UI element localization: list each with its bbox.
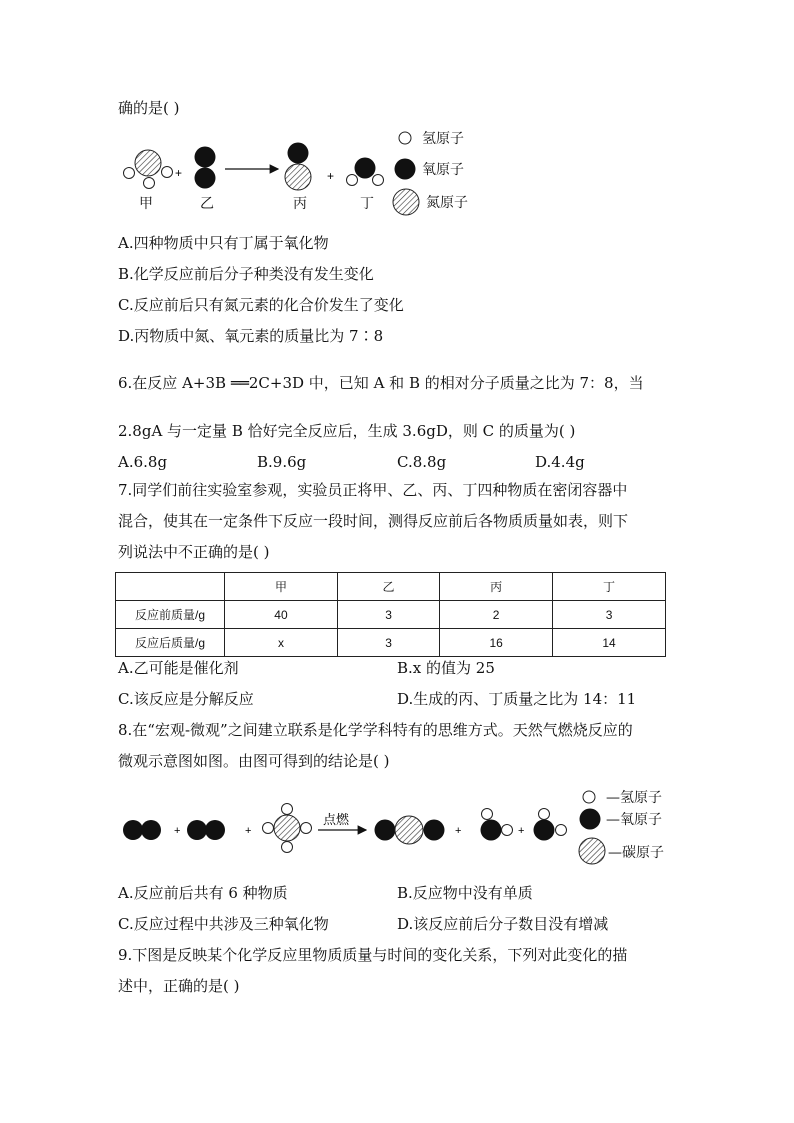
table-cell: x	[225, 629, 338, 657]
table-cell: 3	[337, 601, 439, 629]
methane-molecule-icon	[263, 804, 312, 853]
legend-oxygen: —氧原子	[606, 812, 662, 828]
legend-hydrogen: 氢原子	[422, 131, 464, 147]
water-molecule-icon	[481, 809, 513, 841]
label-jia: 甲	[139, 196, 153, 212]
q7-stem-line1: 7.同学们前往实验室参观，实验员正将甲、乙、丙、丁四种物质在密闭容器中	[118, 481, 628, 499]
label-bing: 丙	[293, 196, 307, 212]
legend-hydrogen: —氢原子	[606, 790, 662, 806]
q5-stem-tail: 确的是( )	[118, 99, 180, 117]
table-cell: 40	[225, 601, 338, 629]
label-yi: 乙	[200, 196, 214, 212]
water-molecule-icon	[534, 809, 567, 841]
q5-option-d: D.丙物质中氮、氧元素的质量比为 7∶8	[118, 327, 384, 345]
q5-option-c: C.反应前后只有氮元素的化合价发生了变化	[118, 296, 404, 314]
q8-option-d: D.该反应前后分子数目没有增减	[397, 915, 609, 933]
table-header-cell: 丙	[440, 573, 553, 601]
table-cell: 3	[553, 601, 666, 629]
q8-option-b: B.反应物中没有单质	[397, 884, 533, 902]
svg-text:+: +	[174, 825, 181, 837]
q6-stem-line2: 2.8gA 与一定量 B 恰好完全反应后，生成 3.6gD，则 C 的质量为( )	[118, 422, 576, 440]
q7-option-a: A.乙可能是催化剂	[118, 659, 239, 677]
q8-option-c: C.反应过程中共涉及三种氧化物	[118, 915, 329, 933]
reaction-condition: 点燃	[323, 813, 350, 828]
q6-option-d: D.4.4g	[535, 453, 585, 471]
table-cell: 3	[337, 629, 439, 657]
table-header-cell: 甲	[225, 573, 338, 601]
q8-option-a: A.反应前后共有 6 种物质	[118, 884, 288, 902]
q7-option-c: C.该反应是分解反应	[118, 690, 254, 708]
legend-oxygen: 氧原子	[422, 162, 464, 178]
q6-option-a: A.6.8g	[118, 453, 168, 471]
table-cell: 反应前质量/g	[116, 601, 225, 629]
legend-nitrogen: 氮原子	[426, 195, 468, 211]
oxygen-molecule-icon	[187, 820, 225, 840]
oxygen-molecule-icon	[123, 820, 161, 840]
oxygen-atom-icon	[580, 809, 601, 830]
q7-option-d: D.生成的丙、丁质量之比为 14：11	[397, 690, 637, 708]
q7-stem-line2: 混合，使其在一定条件下反应一段时间，测得反应前后各物质质量如表，则下	[118, 512, 629, 530]
svg-text:+: +	[455, 825, 462, 837]
table-header-cell: 丁	[553, 573, 666, 601]
carbon-dioxide-molecule-icon	[375, 816, 445, 844]
svg-text:+: +	[245, 825, 252, 837]
q5-option-b: B.化学反应前后分子种类没有发生变化	[118, 265, 374, 283]
plus-sign: +	[175, 166, 183, 180]
carbon-atom-icon	[579, 838, 605, 864]
q7-option-b: B.x 的值为 25	[397, 659, 495, 677]
table-cell: 14	[553, 629, 666, 657]
hydrogen-atom-icon	[583, 791, 595, 803]
label-ding: 丁	[360, 196, 374, 212]
plus-sign: +	[327, 169, 335, 183]
q5-option-a: A.四种物质中只有丁属于氧化物	[118, 234, 329, 252]
q9-stem-line1: 9.下图是反映某个化学反应里物质质量与时间的变化关系，下列对此变化的描	[118, 946, 628, 964]
legend-carbon: —碳原子	[608, 845, 664, 861]
q8-stem-line1: 8.在“宏观-微观”之间建立联系是化学学科特有的思维方式。天然气燃烧反应的	[118, 721, 633, 739]
table-header-cell: 乙	[337, 573, 439, 601]
q7-stem-line3: 列说法中不正确的是( )	[118, 543, 270, 561]
table-cell: 2	[440, 601, 553, 629]
q6-option-c: C.8.8g	[397, 453, 447, 471]
table-cell: 16	[440, 629, 553, 657]
svg-text:+: +	[518, 825, 525, 837]
q6-stem-line1: 6.在反应 A+3B ══2C+3D 中，已知 A 和 B 的相对分子质量之比为 7：8，当	[118, 374, 644, 392]
q6-option-b: B.9.6g	[257, 453, 307, 471]
table-cell: 反应后质量/g	[116, 629, 225, 657]
q9-stem-line2: 述中，正确的是( )	[118, 977, 240, 995]
q8-stem-line2: 微观示意图如图。由图可得到的结论是( )	[118, 752, 390, 770]
